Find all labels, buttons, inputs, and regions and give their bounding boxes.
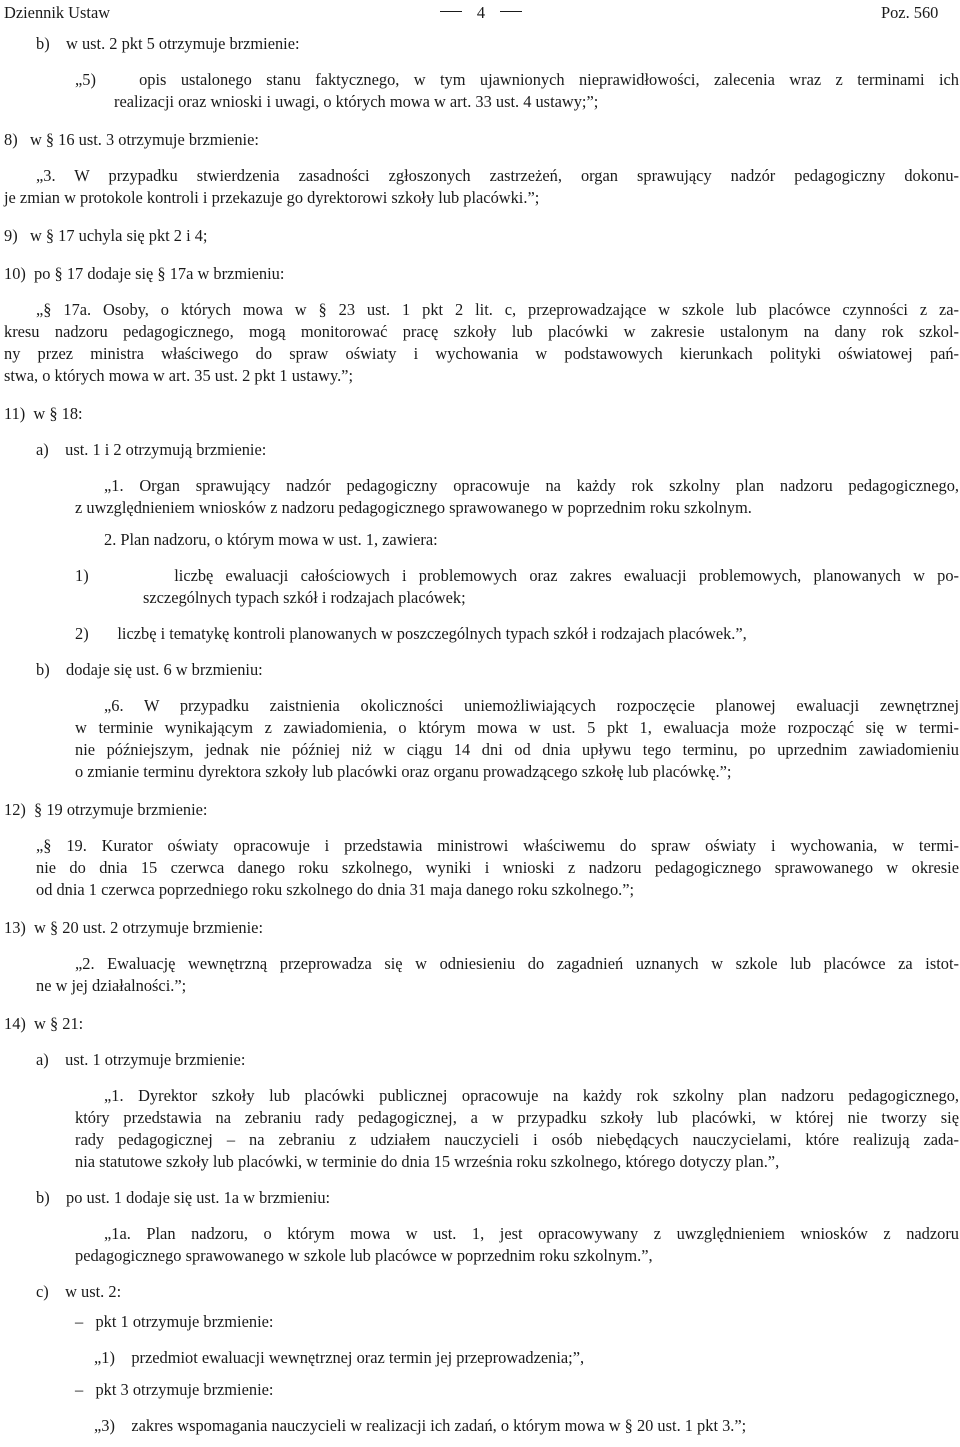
text-line: b) dodaje się ust. 6 w brzmieniu: — [36, 660, 263, 679]
text-line: ny przez ministra właściwego do spraw oświaty i wychowania w podstawowych kierunkach polityki oświatowej pań- — [4, 344, 959, 363]
text-line: „1) przedmiot ewaluacji wewnętrznej oraz termin jej przeprowadzenia;”, — [94, 1348, 585, 1367]
text-line: – pkt 1 otrzymuje brzmienie: — [75, 1312, 274, 1331]
text-line: b) w ust. 2 pkt 5 otrzymuje brzmienie: — [36, 34, 300, 53]
text-line: a) ust. 1 otrzymuje brzmienie: — [36, 1050, 246, 1069]
text-line: „1. Organ sprawujący nadzór pedagogiczny opracowuje na każdy rok szkolny plan nadzoru pedagogicznego, — [104, 476, 959, 495]
text-line: ne w jej działalności.”; — [36, 976, 187, 995]
text-line: c) w ust. 2: — [36, 1282, 122, 1301]
text-line: 9) w § 17 uchyla się pkt 2 i 4; — [4, 226, 208, 245]
text-line: 13) w § 20 ust. 2 otrzymuje brzmienie: — [4, 918, 264, 937]
text-line: „§ 17a. Osoby, o których mowa w § 23 ust. 1 pkt 2 lit. c, przeprowadzające w szkole lub placówce czynności z za- — [36, 300, 959, 319]
text-line: który przedstawia na zebraniu rady pedagogicznej, a w przypadku szkoły lub placówki, w której nie tworzy się — [75, 1108, 959, 1127]
text-line: b) po ust. 1 dodaje się ust. 1a w brzmieniu: — [36, 1188, 331, 1207]
text-line: je zmian w protokole kontroli i przekazuje go dyrektorowi szkoły lub placówki.”; — [4, 188, 540, 207]
page-number: 4 — [476, 3, 486, 22]
text-line: pedagogicznego sprawowanego w szkole lub placówce w poprzednim roku szkolnym.”, — [75, 1246, 653, 1265]
journal-title: Dziennik Ustaw — [4, 3, 111, 22]
text-line: 10) po § 17 dodaje się § 17a w brzmieniu: — [4, 264, 285, 283]
text-line: 2) liczbę i tematykę kontroli planowanych w poszczególnych typach szkół i rodzajach placówek.”, — [75, 624, 747, 643]
text-line: nia statutowe szkoły lub placówki, w terminie do dnia 15 września roku szkolnego, którego dotyczy plan.”, — [75, 1152, 780, 1171]
text-line: od dnia 1 czerwca poprzedniego roku szkolnego do dnia 31 maja danego roku szkolnego.”; — [36, 880, 635, 899]
text-line: z uwzględnieniem wniosków z nadzoru pedagogicznego sprawowanego w poprzednim roku szkolnym. — [75, 498, 752, 517]
text-line: 1) liczbę ewaluacji całościowych i problemowych oraz zakres ewaluacji problemowych, planowanych w po- — [75, 566, 959, 585]
text-line: 8) w § 16 ust. 3 otrzymuje brzmienie: — [4, 130, 259, 149]
text-line: stwa, o których mowa w art. 35 ust. 2 pkt 1 ustawy.”; — [4, 366, 354, 385]
text-line: „§ 19. Kurator oświaty opracowuje i przedstawia ministrowi właściwemu do spraw oświaty i wychowania, w termi- — [36, 836, 959, 855]
text-line: – pkt 3 otrzymuje brzmienie: — [75, 1380, 274, 1399]
text-line: „3) zakres wspomagania nauczycieli w realizacji ich zadań, o którym mowa w § 20 ust. 1 pkt 3.”; — [94, 1416, 747, 1435]
position-number: Poz. 560 — [881, 3, 939, 22]
text-line: „1. Dyrektor szkoły lub placówki publicznej opracowuje na każdy rok szkolny plan nadzoru pedagogicznego, — [104, 1086, 959, 1105]
text-line: 2. Plan nadzoru, o którym mowa w ust. 1, zawiera: — [104, 530, 438, 549]
page-number-rule-left — [440, 11, 462, 12]
text-line: „2. Ewaluację wewnętrzną przeprowadza się w odniesieniu do zagadnień uznanych w szkole lub placówce za istot- — [75, 954, 959, 973]
text-line: realizacji oraz wnioski i uwagi, o których mowa w art. 33 ust. 4 ustawy;”; — [114, 92, 599, 111]
text-line: szczególnych typach szkół i rodzajach placówek; — [143, 588, 466, 607]
text-line: „6. W przypadku zaistnienia okoliczności uniemożliwiających rozpoczęcie planowej ewaluacji zewnętrznej — [104, 696, 959, 715]
text-line: „5) opis ustalonego stanu faktycznego, w tym ujawnionych nieprawidłowości, zalecenia wraz z terminami ich — [75, 70, 959, 89]
text-line: a) ust. 1 i 2 otrzymują brzmienie: — [36, 440, 267, 459]
page-number-rule-right — [500, 11, 522, 12]
text-line: „1a. Plan nadzoru, o którym mowa w ust. 1, jest opracowywany z uwzględnieniem wniosków z nadzoru — [104, 1224, 959, 1243]
text-line: o zmianie terminu dyrektora szkoły lub placówki oraz organu prowadzącego szkołę lub placówkę.”; — [75, 762, 732, 781]
text-line: nie do dnia 15 czerwca danego roku szkolnego, wyniki i wnioski z nadzoru pedagogicznego sprawowanego w okresie — [36, 858, 959, 877]
text-line: „3. W przypadku stwierdzenia zasadności zgłoszonych zastrzeżeń, organ sprawujący nadzór pedagogiczny dokonu- — [36, 166, 959, 185]
text-line: nie późniejszym, jednak nie później niż w ciągu 14 dni od dnia upływu tego terminu, po uprzednim zawiadomieniu — [75, 740, 959, 759]
text-line: kresu nadzoru pedagogicznego, mogą monitorować pracę szkoły lub placówki w zakresie ustalonym na dany rok szkol- — [4, 322, 959, 341]
text-line: 11) w § 18: — [4, 404, 83, 423]
text-line: w terminie wynikającym z zawiadomienia, o którym mowa w ust. 5 pkt 1, ewaluacja może rozpocząć się w termi- — [75, 718, 959, 737]
text-line: rady pedagogicznej – na zebraniu z udziałem nauczycieli i osób niebędących nauczycielami, które realizują zada- — [75, 1130, 959, 1149]
text-line: 12) § 19 otrzymuje brzmienie: — [4, 800, 208, 819]
text-line: 14) w § 21: — [4, 1014, 84, 1033]
